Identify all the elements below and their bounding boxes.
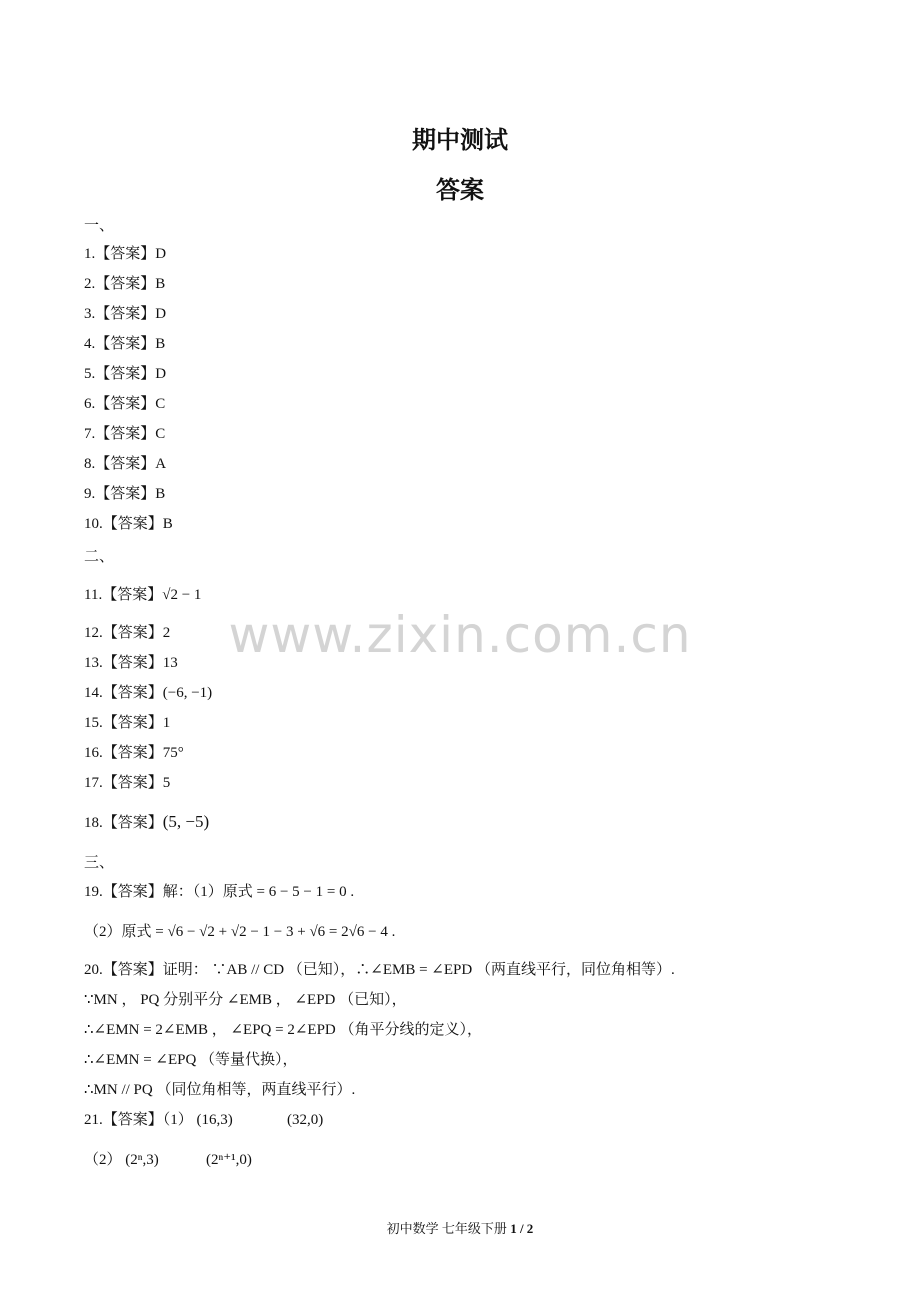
answer-line: 10.【答案】B [84,516,173,532]
page-footer: 初中数学 七年级下册 1 / 2 [386,1221,534,1236]
section-heading-2: 二、 [84,549,115,565]
answer-line: 6.【答案】C [84,396,166,412]
answer-line: 1.【答案】D [84,246,167,262]
answer-line: 4.【答案】B [84,336,166,352]
page-title: 期中测试 [412,126,508,154]
solution-line: （2）原式 = √6 − √2 + √2 − 1 − 3 + √6 = 2√6 − 4 . [84,924,396,940]
solution-line: ∴∠EMN = 2∠EMB ， ∠EPQ = 2∠EPD （角平分线的定义）， [84,1022,482,1038]
answer-line: 5.【答案】D [84,366,167,382]
solution-line: ∵MN ， PQ 分别平分 ∠EMB ， ∠EPD （已知）， [84,992,407,1008]
section-heading-1: 一、 [84,218,115,234]
answer-value: (32,0) [287,1112,324,1128]
answer-line: 13.【答案】13 [84,655,178,671]
answer-line: 14.【答案】(−6, −1) [84,685,213,701]
answer-line: 3.【答案】D [84,306,167,322]
answer-value: (2ⁿ⁺¹,0) [206,1152,252,1168]
answer-line: 8.【答案】A [84,456,167,472]
solution-line: ∴MN // PQ （同位角相等，两直线平行）. [84,1082,356,1098]
answer-line: 15.【答案】1 [84,715,171,731]
watermark: www.zixin.com.cn [228,606,692,664]
answer-line: 2.【答案】B [84,276,166,292]
answer-line: 11.【答案】√2 − 1 [84,587,202,603]
answer-line: 12.【答案】2 [84,625,171,641]
page-number: 1 / 2 [510,1221,534,1236]
answer-line: 20.【答案】证明： ∵AB // CD （已知），∴∠EMB = ∠EPD （两直线平行，同位角相等）. [84,962,675,978]
answer-line: 19.【答案】解：（1）原式 = 6 − 5 − 1 = 0 . [84,884,355,900]
answer-line: 16.【答案】75° [84,745,184,761]
page-subtitle: 答案 [436,176,484,204]
answer-line: 18.【答案】(5, −5) [84,812,210,831]
solution-line: ∴∠EMN = ∠EPQ （等量代换）， [84,1052,298,1068]
section-heading-3: 三、 [84,855,115,871]
answer-line: 17.【答案】5 [84,775,171,791]
answer-line: 9.【答案】B [84,486,166,502]
solution-line: （2） (2ⁿ,3) [84,1152,159,1168]
answer-line: 7.【答案】C [84,426,166,442]
answer-line: 21.【答案】（1） (16,3) [84,1112,233,1128]
